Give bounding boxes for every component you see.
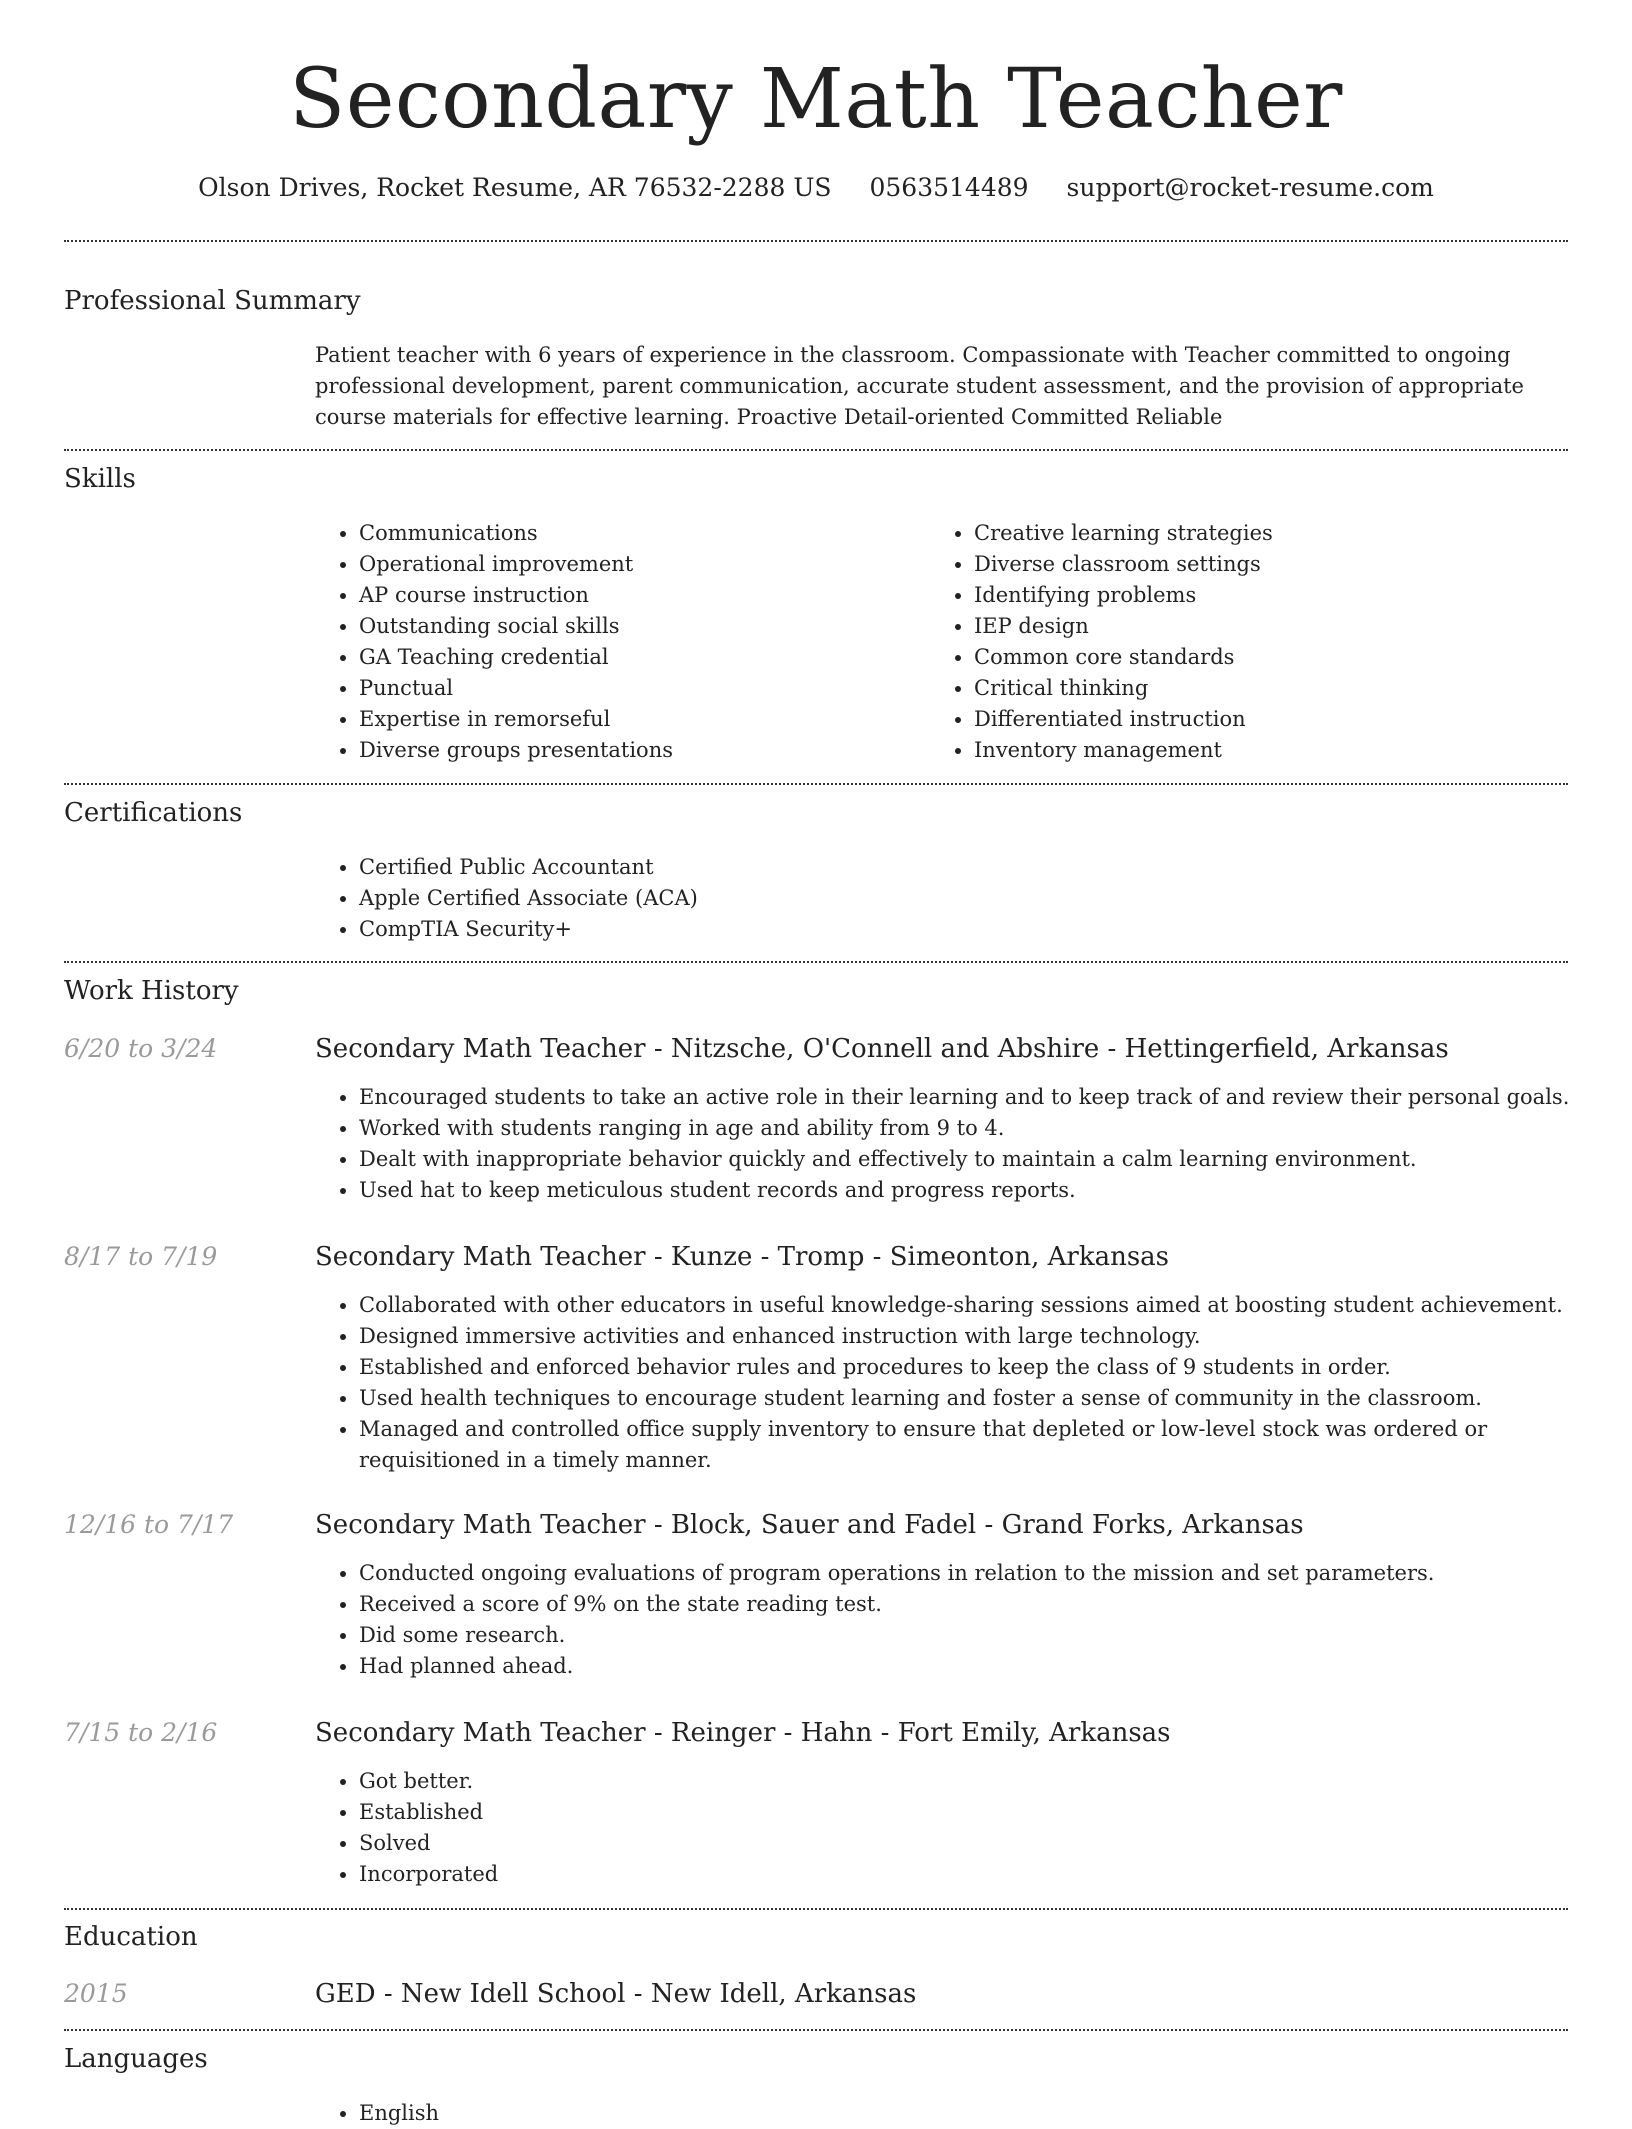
- list-item: • Inventory management: [974, 735, 1574, 766]
- list-item: • Encouraged students to take an active role in their learning and to keep track of and review their personal goals.: [359, 1082, 1609, 1113]
- education-heading: Education: [64, 1922, 198, 1952]
- job-bullets: [315, 1766, 1609, 1890]
- list-item: • Common core standards: [974, 642, 1574, 673]
- contact-line: [0, 170, 1632, 206]
- list-item: • Diverse groups presentations: [359, 735, 919, 766]
- section-divider: [64, 961, 1568, 963]
- list-item: • Established and enforced behavior rules and procedures to keep the class of 9 students in order.: [359, 1352, 1609, 1383]
- list-item: • Identifying problems: [974, 580, 1574, 611]
- list-item: • Got better.: [359, 1766, 1609, 1797]
- list-item: • Collaborated with other educators in useful knowledge-sharing sessions aimed at boosting student achievement.: [359, 1290, 1609, 1321]
- list-item: • Dealt with inappropriate behavior quickly and effectively to maintain a calm learning environment.: [359, 1144, 1609, 1175]
- list-item: • Incorporated: [359, 1859, 1609, 1890]
- list-item: • Punctual: [359, 673, 919, 704]
- section-divider: [64, 1908, 1568, 1910]
- list-item: • Apple Certified Associate (ACA): [359, 883, 1559, 914]
- education-entry: GED - New Idell School - New Idell, Arkansas: [315, 1979, 917, 2009]
- section-divider: [64, 783, 1568, 785]
- list-item: • Did some research.: [359, 1620, 1609, 1651]
- certifications-heading: Certifications: [64, 798, 243, 828]
- section-divider: [64, 2029, 1568, 2031]
- job-dates: 7/15 to 2/16: [64, 1718, 218, 1747]
- job-bullets: [315, 1082, 1609, 1206]
- job-title: Secondary Math Teacher - Kunze - Tromp - Simeonton, Arkansas: [315, 1242, 1170, 1272]
- list-item: • Expertise in remorseful: [359, 704, 919, 735]
- list-item: • Differentiated instruction: [974, 704, 1574, 735]
- list-item: • Diverse classroom settings: [974, 549, 1574, 580]
- skills-list-right: [930, 518, 1574, 766]
- skills-heading: Skills: [64, 464, 136, 494]
- section-divider: [64, 240, 1568, 242]
- languages-list: [315, 2098, 959, 2129]
- list-item: • Solved: [359, 1828, 1609, 1859]
- job-bullets: [315, 1558, 1609, 1682]
- list-item: • CompTIA Security+: [359, 914, 1559, 945]
- list-item: • IEP design: [974, 611, 1574, 642]
- list-item: • Received a score of 9% on the state reading test.: [359, 1589, 1609, 1620]
- list-item: • Worked with students ranging in age and ability from 9 to 4.: [359, 1113, 1609, 1144]
- page-title: Secondary Math Teacher: [289, 52, 1343, 147]
- summary-heading: Professional Summary: [64, 286, 361, 316]
- list-item: • Critical thinking: [974, 673, 1574, 704]
- list-item: • English: [359, 2098, 959, 2129]
- list-item: • Managed and controlled office supply inventory to ensure that depleted or low-level stock was ordered or requisitioned in a timely manner.: [359, 1414, 1609, 1476]
- languages-heading: Languages: [64, 2044, 208, 2074]
- contact-email: support@rocket-resume.com: [1066, 173, 1434, 202]
- contact-phone: 0563514489: [869, 173, 1029, 202]
- list-item: • Used health techniques to encourage student learning and foster a sense of community in the classroom.: [359, 1383, 1609, 1414]
- job-title: Secondary Math Teacher - Reinger - Hahn - Fort Emily, Arkansas: [315, 1718, 1171, 1748]
- summary-text: Patient teacher with 6 years of experience in the classroom. Compassionate with Teacher committed to ongoing professional development, parent communication, accurate student assessment, and the provision of appropriate course materials for effective learning. Proactive Detail-oriented Committed Reliable: [315, 343, 1524, 429]
- list-item: • Had planned ahead.: [359, 1651, 1609, 1682]
- job-dates: 8/17 to 7/19: [64, 1242, 218, 1271]
- list-item: • Creative learning strategies: [974, 518, 1574, 549]
- list-item: • Outstanding social skills: [359, 611, 919, 642]
- work-history-heading: Work History: [64, 976, 239, 1006]
- skills-list-left: [315, 518, 919, 766]
- education-year: 2015: [64, 1979, 128, 2008]
- list-item: • AP course instruction: [359, 580, 919, 611]
- list-item: • Operational improvement: [359, 549, 919, 580]
- job-title: Secondary Math Teacher - Nitzsche, O'Connell and Abshire - Hettingerfield, Arkansas: [315, 1034, 1449, 1064]
- job-dates: 12/16 to 7/17: [64, 1510, 234, 1539]
- list-item: • Certified Public Accountant: [359, 852, 1559, 883]
- list-item: • Established: [359, 1797, 1609, 1828]
- list-item: • Communications: [359, 518, 919, 549]
- job-dates: 6/20 to 3/24: [64, 1034, 218, 1063]
- list-item: • Used hat to keep meticulous student records and progress reports.: [359, 1175, 1609, 1206]
- contact-address: Olson Drives, Rocket Resume, AR 76532-2288 US: [198, 173, 832, 202]
- list-item: • Conducted ongoing evaluations of program operations in relation to the mission and set parameters.: [359, 1558, 1609, 1589]
- list-item: • GA Teaching credential: [359, 642, 919, 673]
- section-divider: [64, 449, 1568, 451]
- job-bullets: [315, 1290, 1609, 1476]
- list-item: • Designed immersive activities and enhanced instruction with large technology.: [359, 1321, 1609, 1352]
- certifications-list: [315, 852, 1559, 945]
- job-title: Secondary Math Teacher - Block, Sauer and Fadel - Grand Forks, Arkansas: [315, 1510, 1304, 1540]
